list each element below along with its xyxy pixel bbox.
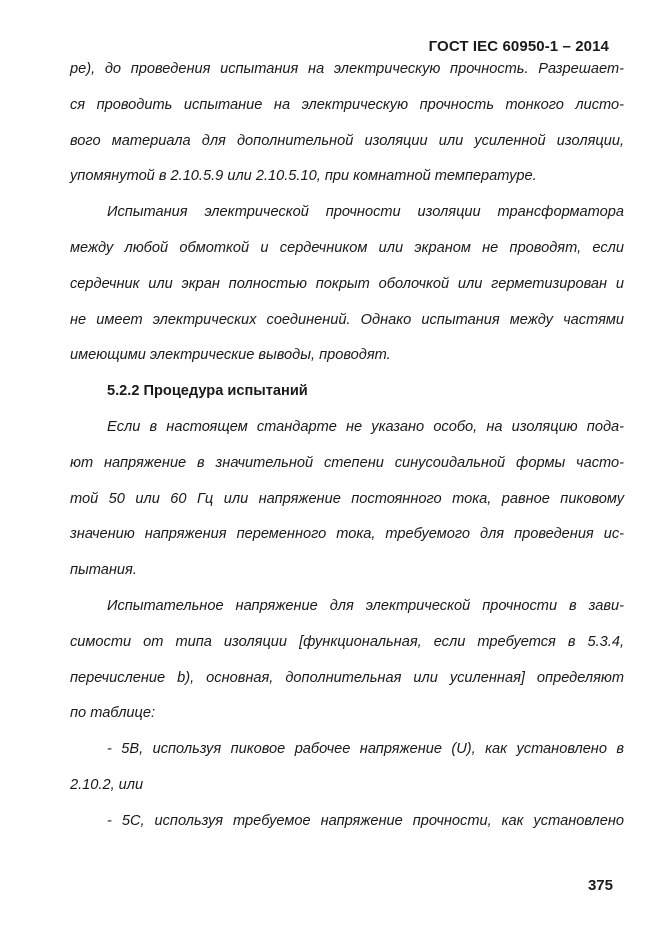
text-line: ют напряжение в значительной степени синусоидальной формы часто- xyxy=(70,454,624,471)
text-line: значению напряжения переменного тока, требуемого для проведения ис- xyxy=(70,526,624,543)
text-line: упомянутой в 2.10.5.9 или 2.10.5.10, при комнатной температуре. xyxy=(70,168,537,185)
text-line: симости от типа изоляции [функциональная, если требуется в 5.3.4, xyxy=(70,633,624,650)
text-line: - 5В, используя пиковое рабочее напряжение (U), как установлено в xyxy=(107,741,624,758)
text-line: вого материала для дополнительной изоляции или усиленной изоляции, xyxy=(70,132,624,149)
text-line: по таблице: xyxy=(70,705,156,722)
text-line: между любой обмоткой и сердечником или экраном не проводят, если xyxy=(70,239,624,256)
text-line: ре), до проведения испытания на электрическую прочность. Разрешает- xyxy=(70,61,624,77)
list-item-5b xyxy=(70,732,624,804)
text-line: 2.10.2, или xyxy=(70,776,144,793)
document-body xyxy=(70,52,624,840)
paragraph-3 xyxy=(70,410,624,589)
list-item-5c xyxy=(70,804,624,840)
paragraph-2 xyxy=(70,195,624,374)
paragraph-4 xyxy=(70,589,624,732)
document-header: ГОСТ IEC 60950-1 – 2014 xyxy=(428,38,609,55)
text-line: пытания. xyxy=(70,562,137,579)
text-line: Испытательное напряжение для электрической прочности в зави- xyxy=(107,597,624,614)
section-title: 5.2.2 Процедура испытаний xyxy=(107,383,308,400)
page-number: 375 xyxy=(587,877,613,894)
text-line: - 5С, используя требуемое напряжение прочности, как установлено xyxy=(107,812,624,829)
text-line: ся проводить испытание на электрическую прочность тонкого листо- xyxy=(70,96,624,113)
text-line: той 50 или 60 Гц или напряжение постоянного тока, равное пиковому xyxy=(70,490,624,507)
paragraph-1 xyxy=(70,52,624,195)
text-line: не имеет электрических соединений. Однако испытания между частями xyxy=(70,311,624,328)
text-line: Если в настоящем стандарте не указано особо, на изоляцию пода- xyxy=(107,418,624,435)
text-line: сердечник или экран полностью покрыт оболочкой или герметизирован и xyxy=(70,275,624,292)
text-line: имеющими электрические выводы, проводят. xyxy=(70,347,391,364)
text-line: Испытания электрической прочности изоляции трансформатора xyxy=(107,204,624,221)
text-line: перечисление b), основная, дополнительная или усиленная] определяют xyxy=(70,669,624,686)
